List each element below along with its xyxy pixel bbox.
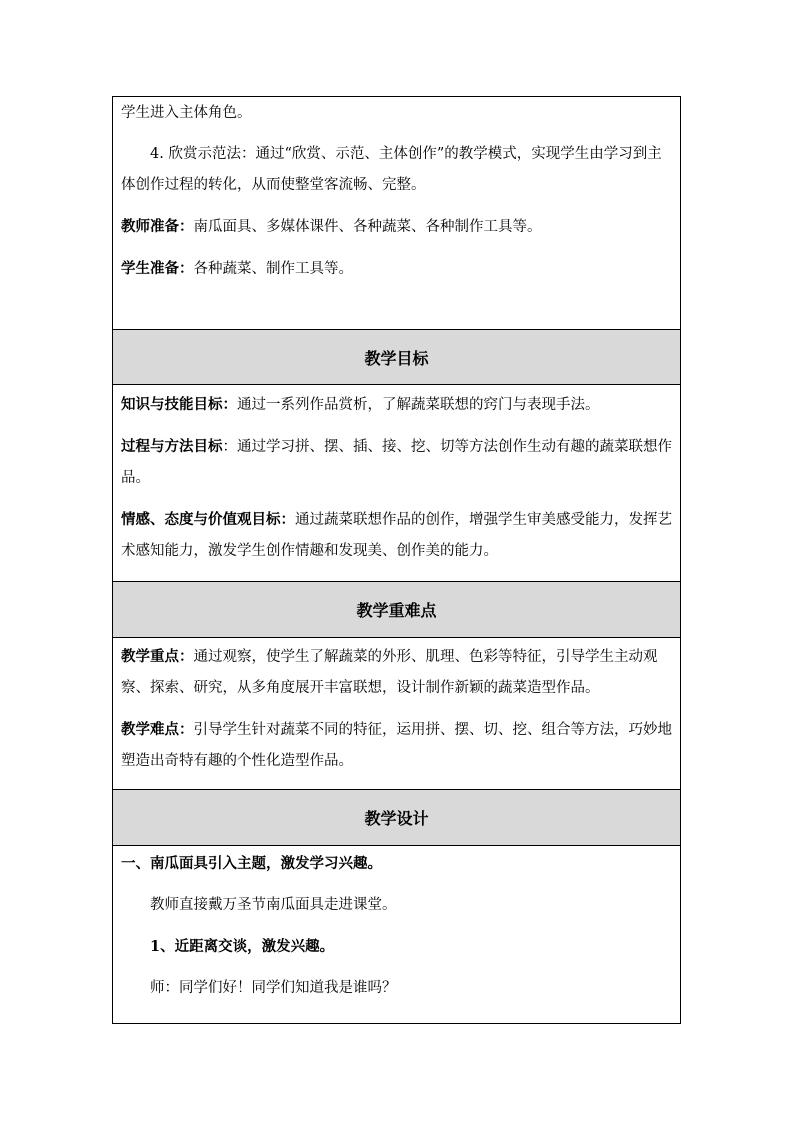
knowledge-goal [121,389,672,421]
teaching-difficulty-text: 引导学生针对蔬菜不同的特征，运用拼、摆、切、挖、组合等方法，巧妙地塑造出奇特有趣的个性化造型作品。 [121,722,672,769]
design-part-title-text: 一、南瓜面具引入主题，激发学习兴趣。 [121,855,382,872]
goals-cell [113,385,680,582]
emotion-goal [121,504,672,567]
process-goal-label: 过程与方法目标 [121,438,223,455]
teaching-focus-label: 教学重点： [121,648,194,665]
design-dialog: 师：同学们好！同学们知道我是谁吗？ [150,980,397,996]
design-cell [113,846,680,1023]
design-step [121,931,672,963]
design-step-text: 1、近距离交谈，激发兴趣。 [150,938,335,955]
design-part-title [121,848,672,880]
teaching-difficulty [121,714,672,777]
emotion-goal-text: 通过蔬菜联想作品的创作，增强学生审美感受能力，发挥艺术感知能力，激发学生创作情趣和发现美、创作美的能力。 [121,512,672,559]
teacher-prep [121,211,672,243]
teacher-prep-label: 教师准备： [121,218,194,235]
method-item-text: 通过“欣赏、示范、主体创作”的教学模式，实现学生由学习到主体创作过程的转化，从而使整堂客流畅、完整。 [121,146,662,193]
teaching-difficulty-label: 教学难点： [121,721,194,738]
student-prep [121,253,672,285]
method-item-label: 4. 欣赏示范法： [150,146,256,162]
student-prep-text: 各种蔬菜、制作工具等。 [193,261,353,277]
student-prep-label: 学生准备： [121,260,194,277]
lesson-plan-table [112,96,681,1024]
design-heading-cell [113,790,680,846]
methods-cell [113,97,680,330]
emotion-goal-label: 情感、态度与价值观目标： [121,511,295,528]
keypoints-heading-cell [113,582,680,638]
method-item-4 [121,139,672,201]
teaching-focus-text: 通过观察，使学生了解蔬菜的外形、肌理、色彩等特征，引导学生主动观察、探索、研究，从多角度展开丰富联想，设计制作新颖的蔬菜造型作品。 [121,649,658,696]
keypoints-heading: 教学重难点 [356,601,437,620]
knowledge-goal-label: 知识与技能目标： [121,396,237,413]
process-goal-text: ：通过学习拼、摆、插、接、挖、切等方法创作生动有趣的蔬菜联想作品。 [121,439,672,486]
text-line: 学生进入主体角色。 [121,105,252,121]
process-goal [121,431,672,494]
goals-heading: 教学目标 [364,348,429,368]
keypoints-cell [113,638,680,790]
teaching-focus [121,641,672,704]
teacher-prep-text: 南瓜面具、多媒体课件、各种蔬菜、各种制作工具等。 [193,219,542,235]
goals-heading-cell [113,330,680,385]
knowledge-goal-text: 通过一系列作品赏析，了解蔬菜联想的窍门与表现手法。 [237,397,600,413]
design-intro: 教师直接戴万圣节南瓜面具走进课堂。 [150,897,397,913]
design-heading: 教学设计 [364,809,429,828]
